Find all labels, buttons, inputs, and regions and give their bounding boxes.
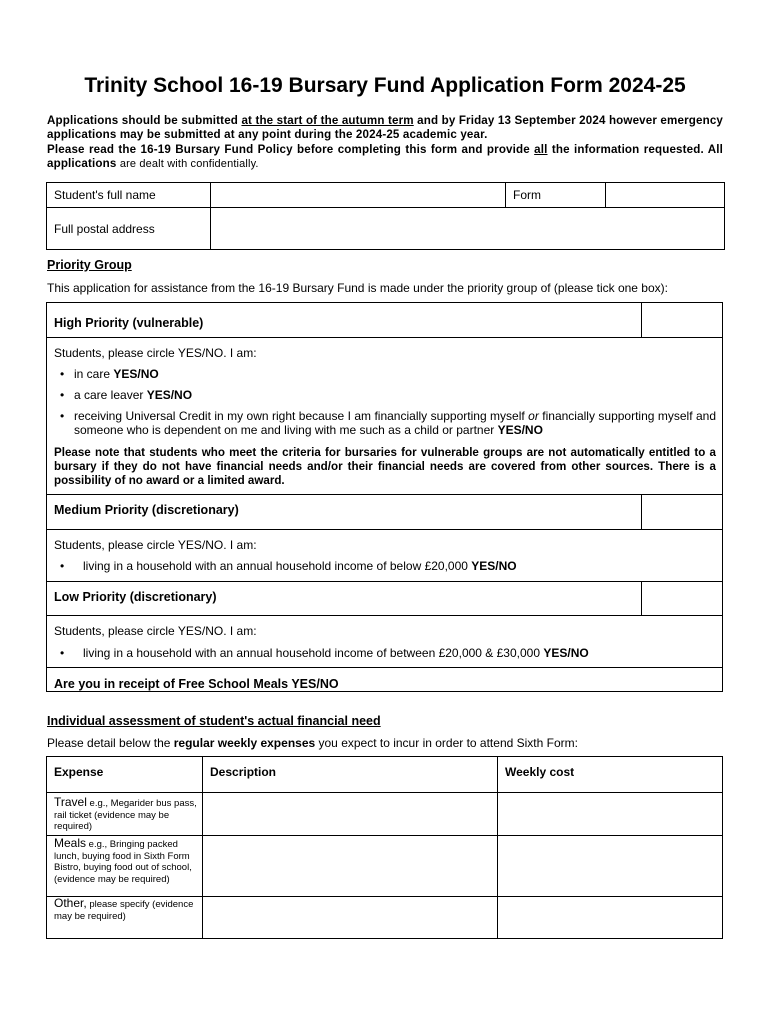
priority-intro: This application for assistance from the 16-19 Bursary Fund is made under the priority group of (please tick one box): (47, 281, 668, 295)
high-priority-circle-instruction: Students, please circle YES/NO. I am: (54, 346, 257, 360)
meals-weekly-cost-field[interactable] (498, 836, 722, 896)
low-priority-title: Low Priority (discretionary) (54, 590, 217, 604)
travel-description-field[interactable] (203, 793, 496, 835)
item-text: or (528, 409, 539, 423)
intro-text: Please detail below the (47, 736, 174, 750)
high-priority-tick-box[interactable] (643, 304, 721, 336)
high-item-care-leaver: • a care leaver YES/NO (60, 388, 193, 402)
item-text: financially supporting myself and someone who is dependent on me and living with me such as a child or partner (74, 409, 717, 437)
medium-priority-circle-instruction: Students, please circle YES/NO. I am: (54, 538, 257, 552)
intro-text: and by Friday 13 September 2024 however emergency applications may be submitted at any point during the 2024-25 academic year. (47, 114, 724, 142)
expense-detail: e.g., Megarider bus pass, rail ticket (evidence may be required) (54, 798, 197, 832)
other-description-field[interactable] (203, 897, 496, 938)
intro-underlined: all (534, 142, 548, 156)
intro-text: the information requested. All applications (47, 142, 723, 171)
form-label: Form (513, 188, 541, 202)
expense-detail: e.g., Bringing packed lunch, buying food in Sixth Form Bistro, buying food out of school, (evidence may be required) (54, 839, 192, 885)
yes-no: YES/NO (497, 423, 543, 437)
low-priority-tick-box[interactable] (643, 583, 721, 615)
intro-text: you expect to incur in order to attend Sixth Form: (315, 736, 578, 750)
high-item-in-care: • in care YES/NO (60, 367, 159, 381)
expense-name: Meals (54, 836, 87, 850)
expense-name: Travel (54, 795, 87, 809)
travel-weekly-cost-field[interactable] (498, 793, 722, 835)
high-priority-title: High Priority (vulnerable) (54, 316, 204, 330)
item-text: living in a household with an annual household income of between £20,000 & £30,000 (83, 646, 544, 660)
student-name-field[interactable] (211, 183, 505, 207)
free-school-meals-question: Are you in receipt of Free School Meals YES/NO (54, 677, 339, 691)
expense-travel (54, 797, 200, 833)
student-name-label: Student's full name (54, 188, 156, 202)
low-priority-circle-instruction: Students, please circle YES/NO. I am: (54, 624, 257, 638)
intro-underlined: at the start of the autumn term (241, 114, 414, 127)
expense-detail: please specify (evidence may be required) (54, 899, 194, 922)
description-header: Description (210, 765, 277, 779)
intro-text: Applications should be submitted (47, 114, 242, 127)
expense-other (54, 898, 200, 922)
form-field[interactable] (606, 183, 724, 207)
high-item-universal-credit: • receiving Universal Credit in my own right because I am financially supporting myself or financially supporting myself and someone who is dependent on me and living with me such as a child or partner YES/NO (60, 409, 717, 437)
address-field[interactable] (211, 208, 724, 249)
item-text: living in a household with an annual household income of below £20,000 (83, 559, 472, 573)
intro-bold: regular weekly expenses (173, 736, 316, 750)
page-title: Trinity School 16-19 Bursary Fund Application Form 2024-25 (84, 74, 686, 97)
medium-priority-tick-box[interactable] (643, 496, 721, 528)
medium-item-income: • living in a household with an annual household income of below £20,000 YES/NO (60, 559, 517, 573)
priority-group-heading: Priority Group (47, 258, 132, 272)
item-text: in care (74, 367, 114, 381)
high-priority-note: Please note that students who meet the criteria for bursaries for vulnerable groups are not automatically entitled to a bursary if they do not have financial needs and/or their financial needs are covered from other sources. There is a possibility of no award or a limited award. (54, 446, 716, 487)
assessment-intro (47, 736, 578, 750)
intro-paragraph (47, 114, 723, 172)
weekly-cost-header: Weekly cost (505, 765, 575, 779)
expense-name: Other, (54, 896, 87, 910)
assessment-heading: Individual assessment of student's actual financial need (47, 714, 381, 728)
yes-no: YES/NO (543, 646, 589, 660)
other-weekly-cost-field[interactable] (498, 897, 722, 938)
yes-no: YES/NO (113, 367, 159, 381)
yes-no: YES/NO (471, 559, 517, 573)
low-item-income: • living in a household with an annual household income of between £20,000 & £30,000 YES/NO (60, 646, 589, 660)
yes-no: YES/NO (146, 388, 193, 402)
expense-meals (54, 838, 200, 885)
item-text: a care leaver (74, 388, 147, 402)
expense-header: Expense (54, 765, 104, 779)
meals-description-field[interactable] (203, 836, 496, 896)
address-label: Full postal address (54, 221, 155, 236)
item-text: receiving Universal Credit in my own right because I am financially supporting myself (74, 409, 529, 423)
intro-text: Please read the 16-19 Bursary Fund Policy before completing this form and provide (47, 142, 535, 156)
medium-priority-title: Medium Priority (discretionary) (54, 503, 239, 517)
intro-text: are dealt with confidentially. (119, 158, 259, 171)
